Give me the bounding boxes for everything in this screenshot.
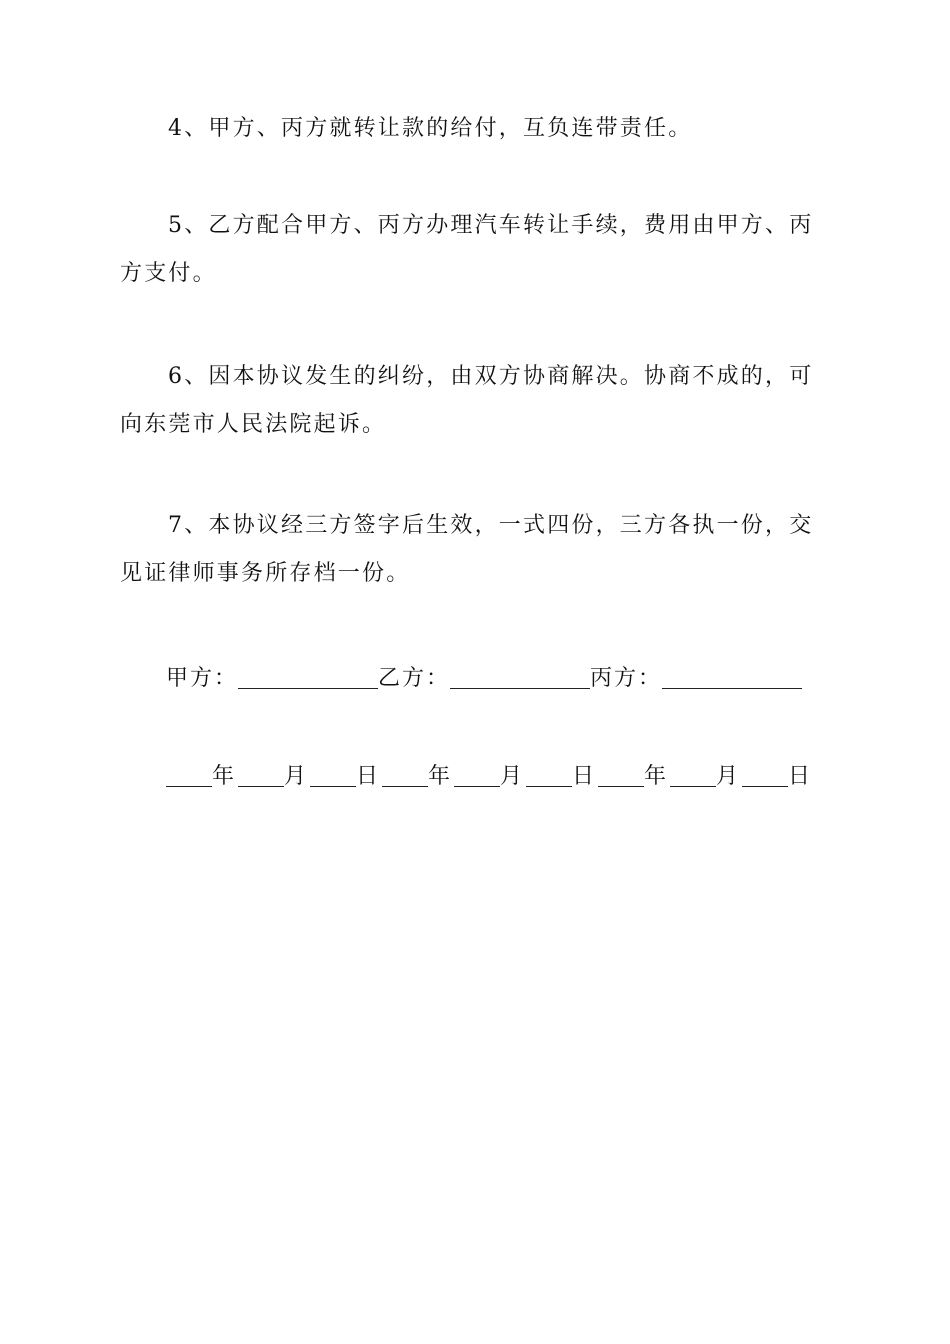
party-c-month-blank[interactable] bbox=[670, 762, 716, 787]
party-b-signature-blank[interactable] bbox=[450, 664, 590, 689]
party-a-month-blank[interactable] bbox=[238, 762, 284, 787]
year-label: 年 bbox=[212, 763, 237, 789]
clause-4: 4、甲方、丙方就转让款的给付，互负连带责任。 bbox=[168, 116, 693, 141]
party-c-day-blank[interactable] bbox=[742, 762, 788, 787]
party-a-day-blank[interactable] bbox=[310, 762, 356, 787]
month-label: 月 bbox=[284, 763, 309, 789]
year-label: 年 bbox=[644, 763, 669, 789]
clause-7: 7、本协议经三方签字后生效，一式四份，三方各执一份，交见证律师事务所存档一份。 bbox=[120, 513, 814, 586]
clause-6: 6、因本协议发生的纠纷，由双方协商解决。协商不成的，可向东莞市人民法院起诉。 bbox=[120, 364, 814, 437]
party-b-label: 乙方： bbox=[378, 665, 451, 691]
party-c-year-blank[interactable] bbox=[598, 762, 644, 787]
date-row bbox=[166, 750, 814, 798]
year-label: 年 bbox=[428, 763, 453, 789]
party-c-label: 丙方： bbox=[590, 665, 663, 691]
clause-5: 5、乙方配合甲方、丙方办理汽车转让手续，费用由甲方、丙方支付。 bbox=[120, 213, 814, 286]
day-label: 日 bbox=[788, 763, 813, 789]
month-label: 月 bbox=[716, 763, 741, 789]
party-b-year-blank[interactable] bbox=[382, 762, 428, 787]
party-b-day-blank[interactable] bbox=[526, 762, 572, 787]
party-a-year-blank[interactable] bbox=[166, 762, 212, 787]
day-label: 日 bbox=[572, 763, 597, 789]
party-c-signature-blank[interactable] bbox=[662, 664, 802, 689]
signature-row bbox=[166, 652, 802, 700]
day-label: 日 bbox=[356, 763, 381, 789]
party-b-month-blank[interactable] bbox=[454, 762, 500, 787]
party-a-label: 甲方： bbox=[166, 665, 239, 691]
month-label: 月 bbox=[500, 763, 525, 789]
party-a-signature-blank[interactable] bbox=[238, 664, 378, 689]
